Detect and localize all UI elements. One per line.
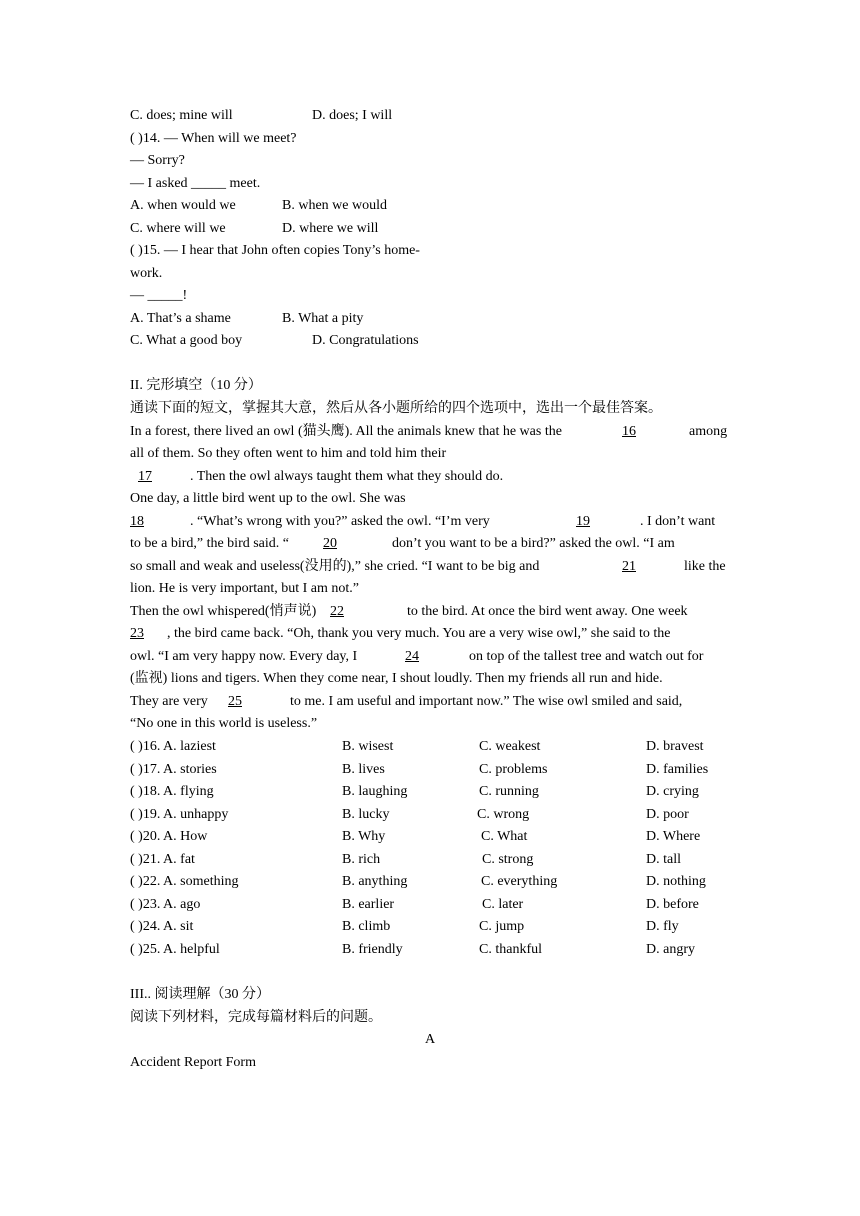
q15-option-a: A. That’s a shame <box>130 311 231 326</box>
blank-21: 21 <box>622 559 636 574</box>
question-17-c: C. problems <box>479 762 548 777</box>
question-20-c: C. What <box>481 829 528 844</box>
q15-stem-cont: work. <box>130 266 163 281</box>
question-25-c: C. thankful <box>479 942 542 957</box>
question-17-b: B. lives <box>342 762 385 777</box>
passage-text: to the bird. At once the bird went away. One week <box>407 604 688 619</box>
passage-text: In a forest, there lived an owl (猫头鹰). All the animals knew that he was the <box>130 424 562 439</box>
passage-label: A <box>424 1032 436 1047</box>
q14-option-b: B. when we would <box>282 198 387 213</box>
blank-19: 19 <box>576 514 590 529</box>
question-24-c: C. jump <box>479 919 525 934</box>
passage-text: Then the owl whispered(悄声说) <box>130 604 317 619</box>
blank-25: 25 <box>228 694 242 709</box>
question-19-d: D. poor <box>646 807 689 822</box>
passage-text: They are very <box>130 694 208 709</box>
question-21-b: B. rich <box>342 852 381 867</box>
q15-option-c: C. What a good boy <box>130 333 243 348</box>
question-23-d: D. before <box>646 897 699 912</box>
question-20-a: ( )20. A. How <box>130 829 208 844</box>
question-18-a: ( )18. A. flying <box>130 784 214 799</box>
passage-text: all of them. So they often went to him and told him their <box>130 446 447 461</box>
blank-23: 23 <box>130 626 144 641</box>
question-18-d: D. crying <box>646 784 699 799</box>
q14-dialog-line: — I asked _____ meet. <box>130 176 261 191</box>
question-24-b: B. climb <box>342 919 391 934</box>
question-16-b: B. wisest <box>342 739 394 754</box>
q14-dialog-line: — Sorry? <box>130 153 185 168</box>
q14-option-c: C. where will we <box>130 221 226 236</box>
question-21-d: D. tall <box>646 852 681 867</box>
passage-text: owl. “I am very happy now. Every day, I <box>130 649 358 664</box>
section-title: III.. 阅读理解（30 分） <box>130 987 270 1002</box>
q15-dialog-line: — _____! <box>130 288 188 303</box>
question-22-c: C. everything <box>481 874 558 889</box>
question-25-b: B. friendly <box>342 942 403 957</box>
passage-text: One day, a little bird went up to the owl. She was <box>130 491 406 506</box>
q14-option-a: A. when would we <box>130 198 236 213</box>
question-23-a: ( )23. A. ago <box>130 897 201 912</box>
question-16-a: ( )16. A. laziest <box>130 739 216 754</box>
q14-option-d: D. where we will <box>282 221 379 236</box>
passage-text: . I don’t want <box>640 514 716 529</box>
blank-20: 20 <box>323 536 337 551</box>
question-22-a: ( )22. A. something <box>130 874 239 889</box>
question-25-d: D. angry <box>646 942 695 957</box>
passage-text: to me. I am useful and important now.” The wise owl smiled and said, <box>290 694 683 709</box>
section-instruction: 通读下面的短文，掌握其大意，然后从各小题所给的四个选项中，选出一个最佳答案。 <box>130 401 662 416</box>
question-22-b: B. anything <box>342 874 408 889</box>
blank-18: 18 <box>130 514 144 529</box>
passage-text: , the bird came back. “Oh, thank you very much. You are a very wise owl,” she said to the <box>167 626 671 641</box>
question-21-c: C. strong <box>482 852 534 867</box>
passage-text: like the <box>684 559 726 574</box>
passage-text: to be a bird,” the bird said. “ <box>130 536 290 551</box>
q13-option-d: D. does; I will <box>312 108 393 123</box>
question-18-b: B. laughing <box>342 784 408 799</box>
question-19-a: ( )19. A. unhappy <box>130 807 229 822</box>
question-23-c: C. later <box>482 897 524 912</box>
question-16-c: C. weakest <box>479 739 541 754</box>
question-16-d: D. bravest <box>646 739 704 754</box>
passage-text: don’t you want to be a bird?” asked the owl. “I am <box>392 536 675 551</box>
question-20-b: B. Why <box>342 829 386 844</box>
question-22-d: D. nothing <box>646 874 706 889</box>
passage-text: on top of the tallest tree and watch out for <box>469 649 704 664</box>
section-instruction: 阅读下列材料，完成每篇材料后的问题。 <box>130 1010 382 1025</box>
passage-title: Accident Report Form <box>130 1055 256 1070</box>
question-24-d: D. fly <box>646 919 679 934</box>
question-21-a: ( )21. A. fat <box>130 852 195 867</box>
question-20-d: D. Where <box>646 829 701 844</box>
question-18-c: C. running <box>479 784 539 799</box>
passage-text: “No one in this world is useless.” <box>130 716 318 731</box>
blank-16: 16 <box>622 424 636 439</box>
q15-option-b: B. What a pity <box>282 311 364 326</box>
passage-text: among <box>689 424 728 439</box>
blank-24: 24 <box>405 649 419 664</box>
blank-22: 22 <box>330 604 344 619</box>
q15-option-d: D. Congratulations <box>312 333 419 348</box>
q15-stem: ( )15. — I hear that John often copies Tony’s home- <box>130 243 420 258</box>
question-23-b: B. earlier <box>342 897 395 912</box>
passage-text: . “What’s wrong with you?” asked the owl. “I’m very <box>190 514 490 529</box>
q13-option-c: C. does; mine will <box>130 108 233 123</box>
q14-stem: ( )14. — When will we meet? <box>130 131 297 146</box>
section-title: II. 完形填空（10 分） <box>130 378 262 393</box>
question-24-a: ( )24. A. sit <box>130 919 194 934</box>
question-19-b: B. lucky <box>342 807 390 822</box>
question-19-c: C. wrong <box>477 807 530 822</box>
passage-text: lion. He is very important, but I am not.” <box>130 581 360 596</box>
blank-17: 17 <box>138 469 152 484</box>
passage-text: . Then the owl always taught them what they should do. <box>190 469 504 484</box>
passage-text: (监视) lions and tigers. When they come near, I shout loudly. Then my friends all run and hide. <box>130 671 663 686</box>
question-25-a: ( )25. A. helpful <box>130 942 220 957</box>
question-17-d: D. families <box>646 762 709 777</box>
passage-text: so small and weak and useless(没用的),” she cried. “I want to be big and <box>130 559 540 574</box>
question-17-a: ( )17. A. stories <box>130 762 217 777</box>
